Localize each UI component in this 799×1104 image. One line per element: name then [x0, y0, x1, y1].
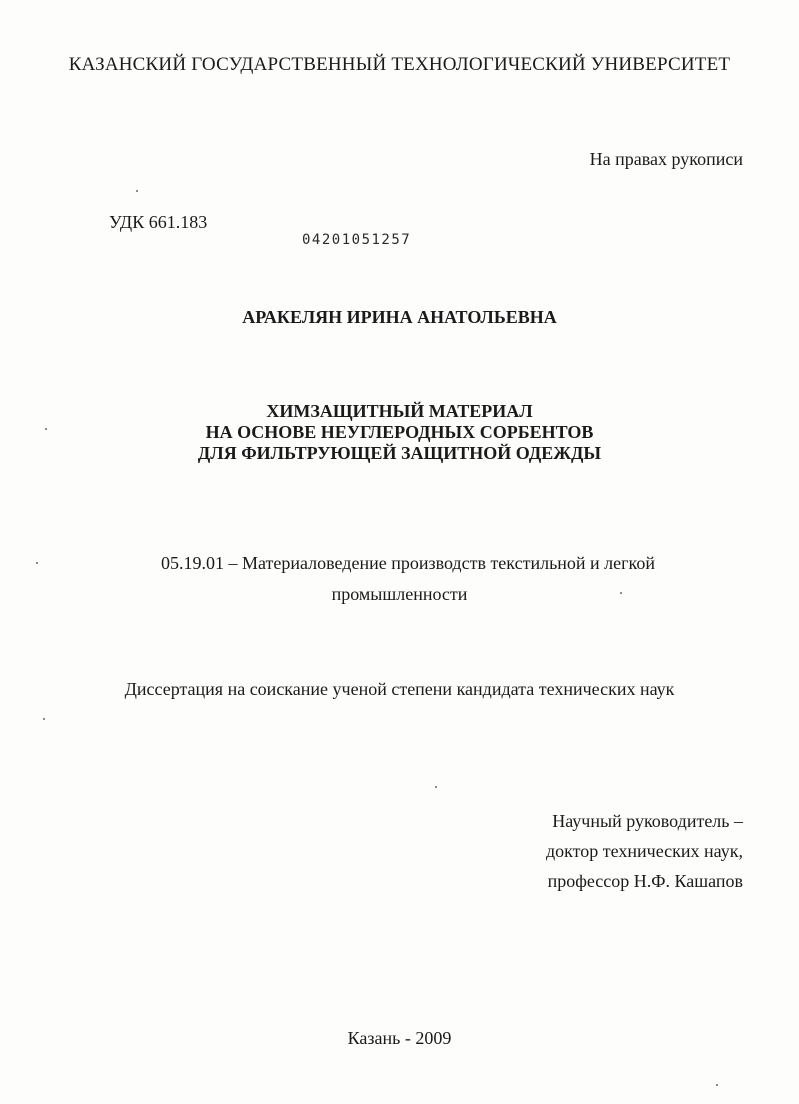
city-year: Казань - 2009	[347, 1028, 452, 1048]
scan-speck	[45, 428, 47, 430]
thesis-title-line: НА ОСНОВЕ НЕУГЛЕРОДНЫХ СОРБЕНТОВ	[205, 422, 594, 442]
author-name: АРАКЕЛЯН ИРИНА АНАТОЛЬЕВНА	[242, 307, 557, 327]
specialty-line-2: промышленности	[331, 584, 468, 604]
scan-speck	[43, 718, 45, 720]
scan-speck	[620, 592, 622, 594]
scan-speck	[435, 786, 437, 788]
scan-speck	[716, 1084, 718, 1086]
degree-statement: Диссертация на соискание ученой степени кандидата технических наук	[124, 679, 675, 699]
specialty-line-1: 05.19.01 – Материаловедение производств текстильной и легкой	[161, 553, 655, 573]
udk-code: УДК 661.183	[109, 212, 208, 232]
university-name: КАЗАНСКИЙ ГОСУДАРСТВЕННЫЙ ТЕХНОЛОГИЧЕСКИЙ УНИВЕРСИТЕТ	[68, 54, 731, 75]
thesis-title	[0, 401, 799, 464]
thesis-title-line: ХИМЗАЩИТНЫЙ МАТЕРИАЛ	[266, 401, 533, 421]
supervisor-line: Научный руководитель –	[552, 811, 743, 831]
supervisor-line: профессор Н.Ф. Кашапов	[547, 871, 743, 891]
scan-speck	[36, 562, 38, 564]
rights-notice: На правах рукописи	[589, 149, 743, 169]
supervisor-line: доктор технических наук,	[546, 841, 743, 861]
supervisor-block	[546, 806, 743, 896]
thesis-title-line: ДЛЯ ФИЛЬТРУЮЩЕЙ ЗАЩИТНОЙ ОДЕЖДЫ	[197, 443, 602, 463]
library-stamp-number: 04201051257	[302, 232, 412, 248]
scan-speck	[136, 190, 138, 192]
